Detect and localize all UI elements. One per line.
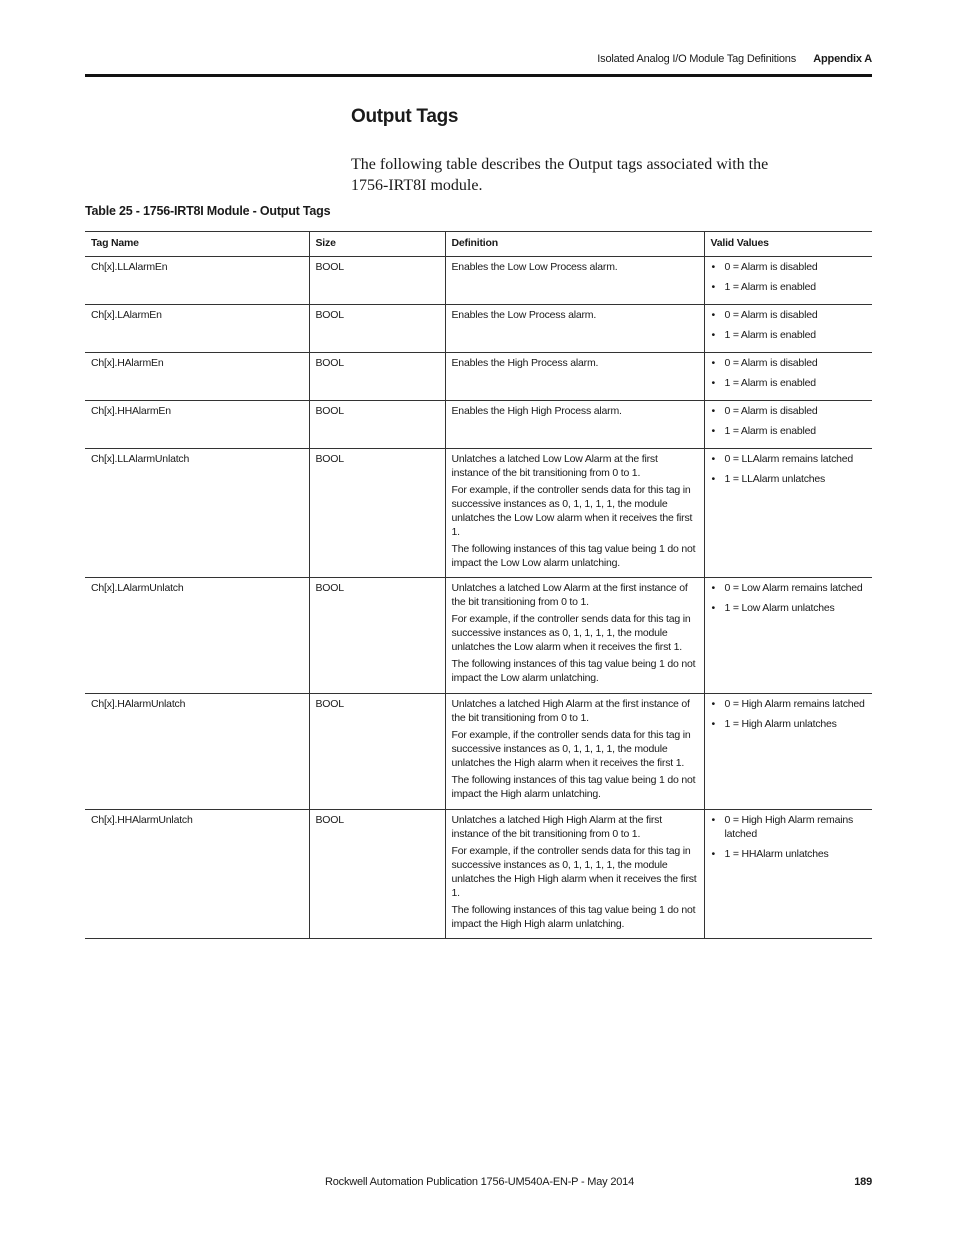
size-cell: BOOL [309,305,445,353]
definition-example-text: For example, if the controller sends data for this tag in successive instances as 0, 1, 1, 1, 1, the module unlatches the High alarm when it receives the first 1. [451,729,691,769]
definition-cell [445,578,704,694]
definition-text: Enables the High High Process alarm. [451,405,622,417]
valid-values-list [711,697,867,731]
valid-value-item: • 1 = Low Alarm unlatches [711,601,867,615]
column-header-definition: Definition [445,232,704,257]
valid-values-cell [704,353,872,401]
tag-name-cell: Ch[x].LAlarmUnlatch [85,578,309,694]
definition-note-text: The following instances of this tag value being 1 do not impact the High alarm unlatching. [451,774,696,800]
table-row [85,401,872,449]
table-row [85,257,872,305]
table-header-row [85,232,872,257]
definition-text: Unlatches a latched High Alarm at the first instance of the bit transitioning from 0 to 1. [451,698,690,724]
valid-value-item: • 1 = Alarm is enabled [711,328,867,342]
table-row [85,353,872,401]
definition-cell [445,449,704,578]
header-appendix-label: Appendix A [813,53,872,65]
valid-values-cell [704,401,872,449]
definition-cell [445,694,704,810]
definition-text: Unlatches a latched Low Alarm at the first instance of the bit transitioning from 0 to 1. [451,582,688,608]
definition-text: Enables the High Process alarm. [451,357,599,369]
valid-values-list [711,356,867,390]
valid-value-item: • 0 = Alarm is disabled [711,404,867,418]
valid-values-list [711,260,867,294]
output-tags-table [85,231,872,939]
definition-text: Unlatches a latched Low Low Alarm at the first instance of the bit transitioning from 0 to 1. [451,453,658,479]
table-row [85,578,872,694]
publication-info: Rockwell Automation Publication 1756-UM540A-EN-P - May 2014 [325,1176,634,1188]
size-cell: BOOL [309,694,445,810]
valid-values-cell [704,257,872,305]
definition-text: Enables the Low Low Process alarm. [451,261,618,273]
valid-value-item: • 0 = High High Alarm remains latched [711,813,867,841]
valid-values-list [711,581,867,615]
valid-value-item: • 1 = LLAlarm unlatches [711,472,867,486]
definition-cell [445,353,704,401]
valid-value-item: • 1 = Alarm is enabled [711,376,867,390]
size-cell: BOOL [309,449,445,578]
valid-value-item: • 1 = HHAlarm unlatches [711,847,867,861]
table-row [85,694,872,810]
column-header-tag-name: Tag Name [85,232,309,257]
valid-values-cell [704,694,872,810]
valid-value-item: • 0 = Alarm is disabled [711,260,867,274]
valid-values-list [711,308,867,342]
valid-values-cell [704,305,872,353]
header-rule [85,74,872,77]
definition-example-text: For example, if the controller sends data for this tag in successive instances as 0, 1, 1, 1, 1, the module unlatches the High High alarm when it receives the first 1. [451,845,697,899]
definition-cell [445,305,704,353]
tag-name-cell: Ch[x].LAlarmEn [85,305,309,353]
size-cell: BOOL [309,810,445,939]
valid-value-item: • 0 = Alarm is disabled [711,308,867,322]
page-title: Output Tags [351,106,459,127]
column-header-valid-values: Valid Values [704,232,872,257]
intro-paragraph: The following table describes the Output tags associated with the 1756-IRT8I module. [351,156,769,194]
table-row [85,810,872,939]
valid-value-item: • 0 = LLAlarm remains latched [711,452,867,466]
tag-name-cell: Ch[x].HHAlarmEn [85,401,309,449]
table-caption: Table 25 - 1756-IRT8I Module - Output Tags [85,204,331,218]
definition-example-text: For example, if the controller sends data for this tag in successive instances as 0, 1, 1, 1, 1, the module unlatches the Low alarm when it receives the first 1. [451,613,691,653]
size-cell: BOOL [309,353,445,401]
tag-name-cell: Ch[x].LLAlarmEn [85,257,309,305]
definition-cell [445,257,704,305]
tag-name-cell: Ch[x].HAlarmEn [85,353,309,401]
column-header-size: Size [309,232,445,257]
tag-name-cell: Ch[x].LLAlarmUnlatch [85,449,309,578]
header-section-title: Isolated Analog I/O Module Tag Definitions [597,53,796,65]
definition-cell [445,401,704,449]
definition-cell [445,810,704,939]
size-cell: BOOL [309,257,445,305]
definition-note-text: The following instances of this tag value being 1 do not impact the High High alarm unlatching. [451,904,696,930]
definition-note-text: The following instances of this tag value being 1 do not impact the Low alarm unlatching. [451,658,696,684]
valid-values-cell [704,449,872,578]
valid-values-list [711,813,867,861]
page-footer [85,1176,872,1190]
valid-value-item: • 1 = High Alarm unlatches [711,717,867,731]
valid-value-item: • 0 = Alarm is disabled [711,356,867,370]
tag-name-cell: Ch[x].HAlarmUnlatch [85,694,309,810]
valid-values-list [711,452,867,486]
valid-values-cell [704,810,872,939]
tag-name-cell: Ch[x].HHAlarmUnlatch [85,810,309,939]
table-row [85,305,872,353]
valid-value-item: • 1 = Alarm is enabled [711,424,867,438]
page-number: 189 [854,1176,872,1188]
valid-values-cell [704,578,872,694]
valid-values-list [711,404,867,438]
definition-text: Unlatches a latched High High Alarm at the first instance of the bit transitioning from 0 to 1. [451,814,662,840]
valid-value-item: • 0 = Low Alarm remains latched [711,581,867,595]
definition-note-text: The following instances of this tag value being 1 do not impact the Low Low alarm unlatching. [451,543,696,569]
valid-value-item: • 0 = High Alarm remains latched [711,697,867,711]
definition-example-text: For example, if the controller sends data for this tag in successive instances as 0, 1, 1, 1, 1, the module unlatches the Low Low alarm when it receives the first 1. [451,484,693,538]
table-row [85,449,872,578]
page-header [85,53,872,67]
size-cell: BOOL [309,401,445,449]
valid-value-item: • 1 = Alarm is enabled [711,280,867,294]
size-cell: BOOL [309,578,445,694]
definition-text: Enables the Low Process alarm. [451,309,597,321]
